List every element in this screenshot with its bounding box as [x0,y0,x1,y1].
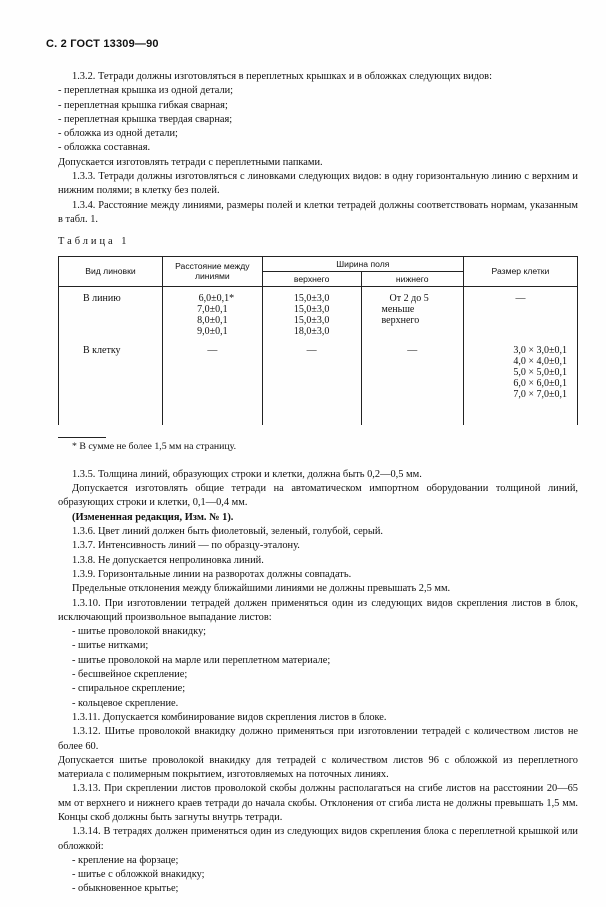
row-type: В линию [59,286,163,341]
paragraph: Допускается изготовлять общие тетради на автоматическом импортном оборудовании толщиной линий, образующих строки и клетки, 0,1—0,4 мм. [58,483,578,509]
row-bottom-margin: — [361,341,463,407]
paragraph: Допускается шитье проволокой внакидку для тетрадей с количеством листов 96 с обложкой из переплетного материала с полимерным покрытием, изготовляемых на поточных линиях. [58,754,578,781]
paragraph: 1.3.5. Толщина линий, образующих строки и клетки, должна быть 0,2—0,5 мм. [72,468,422,480]
value: 5,0 × 5,0±0,1 [513,366,567,378]
list-item: - переплетная крышка гибкая сварная; [58,99,228,111]
paragraph: 1.3.12. Шитье проволокой внакидку должно применяться при изготовлении тетрадей с количеством листов не более 60. [58,726,578,752]
header-distance: Расстояние между линиями [162,256,262,286]
row-distance [162,286,262,341]
value: 7,0±0,1 [197,303,228,315]
value: верхнего [381,314,420,326]
body-text [58,70,578,897]
norms-table [58,256,578,425]
paragraph: 1.3.13. При скреплении листов проволокой скобы должны располагаться на сгибе листов на расстоянии 20—65 мм от верхнего и нижнего краев тетради до начала скобы. Отклонения от сгиба листа не должны превышать 1,5 мм. Концы скоб должны быть загнуты внутрь тетради. [58,783,578,823]
paragraph: 1.3.2. Тетради должны изготовляться в переплетных крышках и в обложках следующих видов: [72,71,492,82]
paragraph: 1.3.14. В тетрадях должен применяться один из следующих видов скрепления блока с переплетной крышкой или обложкой: [58,826,578,852]
row-distance: — [162,341,262,407]
value: 6,0±0,1* [198,292,235,304]
value: 3,0 × 3,0±0,1 [513,344,567,356]
table-caption: Таблица 1 [58,236,130,248]
list-item: - обложка из одной детали; [58,128,178,140]
row-top-margin: — [262,341,361,407]
list-item: - кольцевое скрепление. [72,697,179,709]
value: 18,0±3,0 [293,325,330,337]
paragraph: 1.3.11. Допускается комбинирование видов скрепления листов в блоке. [72,711,387,723]
table-row-spacer [59,407,578,425]
value: 6,0 × 6,0±0,1 [513,377,567,389]
amendment-note: (Измененная редакция, Изм. № 1). [72,511,234,523]
value: 9,0±0,1 [197,325,228,337]
list-item: - шитье с обложкой внакидку; [72,869,205,881]
value: 7,0 × 7,0±0,1 [513,388,567,400]
paragraph: 1.3.6. Цвет линий должен быть фиолетовый, зеленый, голубой, серый. [72,526,384,538]
header-margin-width: Ширина поля [262,256,463,271]
row-type: В клетку [59,341,163,407]
header-top-margin: верхнего [262,271,361,286]
table-footnote: * В сумме не более 1,5 мм на страницу. [72,440,237,452]
list-item: - обыкновенное крытье; [72,883,179,895]
value: 15,0±3,0 [293,292,330,304]
value: 8,0±0,1 [197,314,228,326]
footnote-rule [58,437,106,438]
row-cell-size [463,341,577,407]
table-row [59,286,578,341]
paragraph: 1.3.9. Горизонтальные линии на разворотах должны совпадать. [72,568,352,580]
list-item: - шитье проволокой на марле или переплетном материале; [72,654,331,666]
header-cell-size: Размер клетки [463,256,577,286]
list-item: - переплетная крышка из одной детали; [58,85,234,97]
list-item: - бесшвейное скрепление; [72,669,188,681]
paragraph: 1.3.10. При изготовлении тетрадей должен применяться один из следующих видов скрепления листов в блок, исключающий произвольное выпадание листов: [58,597,578,623]
list-item: - шитье проволокой внакидку; [72,626,207,638]
row-top-margin [262,286,361,341]
paragraph: 1.3.4. Расстояние между линиями, размеры полей и клетки тетрадей должны соответствовать нормам, указанным в табл. 1. [58,199,578,225]
list-item: - обложка составная. [58,142,151,154]
value: 15,0±3,0 [293,314,330,326]
paragraph: 1.3.3. Тетради должны изготовляться с линовками следующих видов: в одну горизонтальную линию с верхним и нижним полями; в клетку без полей. [58,171,578,197]
paragraph: Предельные отклонения между ближайшими линиями не должны превышать 2,5 мм. [72,583,451,595]
value: меньше [381,303,415,315]
list-item: - шитье нитками; [72,640,149,652]
paragraph: 1.3.8. Не допускается непролиновка линий. [72,554,264,566]
table-row [59,341,578,407]
value: 15,0±3,0 [293,303,330,315]
paragraph: Допускается изготовлять тетради с переплетными папками. [58,156,323,168]
header-bottom-margin: нижнего [361,271,463,286]
page-header: С. 2 ГОСТ 13309—90 [46,38,159,50]
header-line-type: Вид линовки [59,256,163,286]
row-cell-size: — [463,286,577,341]
value: 4,0 × 4,0±0,1 [513,355,567,367]
paragraph: 1.3.7. Интенсивность линий — по образцу-эталону. [72,540,300,552]
list-item: - переплетная крышка твердая сварная; [58,113,233,125]
list-item: - спиральное скрепление; [72,683,186,695]
value: От 2 до 5 [389,292,429,304]
row-bottom-margin [361,286,463,341]
list-item: - крепление на форзаце; [72,854,179,866]
